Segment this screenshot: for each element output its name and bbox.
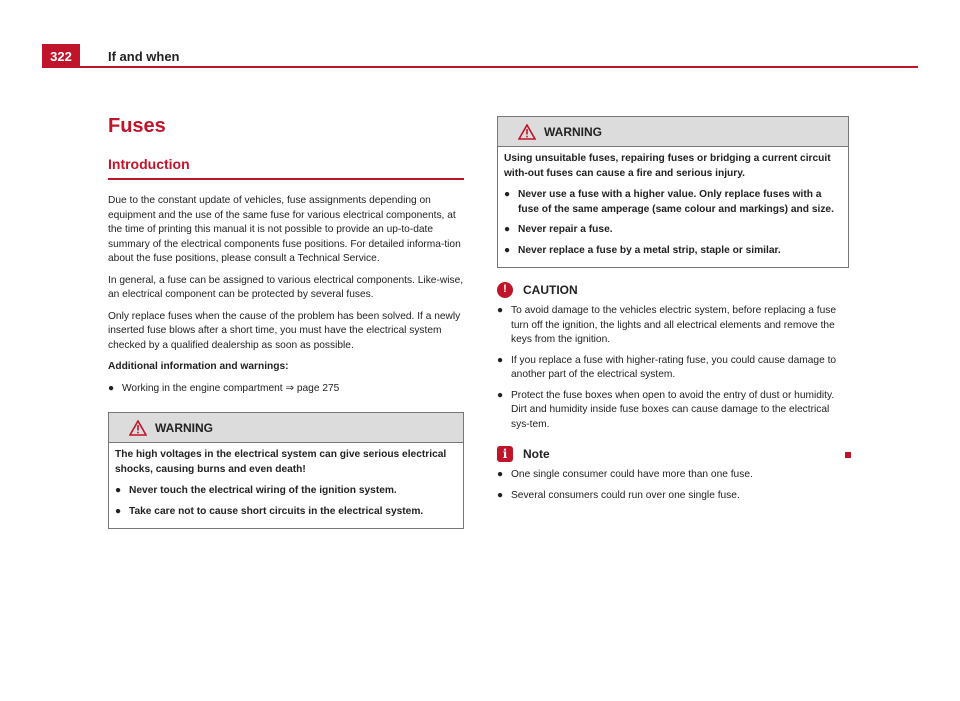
list-item <box>115 505 457 520</box>
list-item <box>497 468 849 483</box>
list-item <box>108 382 464 397</box>
warning-title: WARNING <box>544 124 602 139</box>
paragraph: In general, a fuse can be assigned to various electrical components. Like-wise, an electrical component can be protected by several fuses. <box>108 274 464 300</box>
bullet-icon: ● <box>115 485 122 496</box>
note-header <box>497 446 849 462</box>
warning-triangle-icon <box>129 420 147 436</box>
left-column <box>108 112 464 529</box>
warning-body <box>109 443 463 528</box>
bullet-icon: ● <box>108 382 115 394</box>
bullet-icon: ● <box>497 354 504 366</box>
list-item <box>497 304 849 348</box>
list-item-text: Protect the fuse boxes when open to avoid the entry of dust or humidity. Dirt and humidity inside fuse boxes can cause damage to the electrical sys-tem. <box>511 389 835 430</box>
section-end-marker <box>845 452 851 458</box>
list-item-text: Take care not to cause short circuits in the electrical system. <box>129 505 424 517</box>
paragraph: Due to the constant update of vehicles, fuse assignments depending on equipment and the use of the same fuse for various electrical components, at the time of printing this manual it is not possible to provide an up-to-date summary of the electrical components fuse positions. For detailed informa-tion about the fuse positions, please consult a Technical Service. <box>108 195 461 264</box>
section-title: Fuses <box>108 115 166 137</box>
list-item <box>497 389 849 433</box>
list-item <box>504 223 842 238</box>
list-item <box>115 484 457 499</box>
bullet-icon: ● <box>504 224 511 235</box>
right-column <box>497 116 849 509</box>
bullet-icon: ● <box>504 189 511 200</box>
chapter-title: If and when <box>108 49 180 64</box>
list-item-text: Never touch the electrical wiring of the ignition system. <box>129 485 397 496</box>
warning-box <box>108 412 464 529</box>
warning-body <box>498 147 848 267</box>
warning-header <box>498 117 848 147</box>
bullet-icon: ● <box>497 305 504 316</box>
header-rule <box>42 66 918 68</box>
bullet-icon: ● <box>115 505 122 517</box>
bullet-icon: ● <box>504 244 511 256</box>
paragraph: Only replace fuses when the cause of the problem has been solved. If a newly inserted fuse blows after a short time, you must have the electrical system checked by a qualified dealership as soon as possible. <box>108 310 461 351</box>
note-title: Note <box>523 447 550 461</box>
list-item-text: Never replace a fuse by a metal strip, staple or similar. <box>518 244 781 256</box>
list-item-text: Several consumers could run over one single fuse. <box>511 489 740 501</box>
list-item-text: Never use a fuse with a higher value. Only replace fuses with a fuse of the same amperage (same colour and markings) and size. <box>518 189 834 215</box>
caution-title: CAUTION <box>523 283 578 297</box>
list-item <box>504 188 842 217</box>
warning-title: WARNING <box>155 420 213 435</box>
warning-intro: The high voltages in the electrical system can give serious electrical shocks, causing burns and even death! <box>115 449 447 475</box>
cross-reference-link[interactable]: Working in the engine compartment ⇒ page 275 <box>122 382 340 394</box>
list-item-text: One single consumer could have more than one fuse. <box>511 469 753 480</box>
warning-triangle-icon <box>518 124 536 140</box>
bullet-icon: ● <box>497 469 504 480</box>
additional-heading: Additional information and warnings: <box>108 361 289 372</box>
bullet-icon: ● <box>497 389 504 401</box>
list-item <box>504 244 842 259</box>
section-subtitle: Introduction <box>108 156 190 172</box>
info-icon: i <box>497 446 513 462</box>
warning-header <box>109 413 463 443</box>
bullet-icon: ● <box>497 489 504 501</box>
subtitle-rule <box>108 178 464 180</box>
list-item-text: To avoid damage to the vehicles electric system, before replacing a fuse turn off the ignition, the lights and all electrical elements and remove the keys from the ignition. <box>511 305 837 345</box>
warning-box <box>497 116 849 268</box>
page-number: 322 <box>42 44 80 68</box>
page-header <box>42 44 918 68</box>
warning-intro: Using unsuitable fuses, repairing fuses or bridging a current circuit with-out fuses can cause a fire and serious injury. <box>504 153 831 179</box>
caution-header <box>497 282 849 298</box>
list-item <box>497 489 849 504</box>
list-item <box>497 354 849 383</box>
list-item-text: Never repair a fuse. <box>518 224 613 235</box>
caution-exclamation-icon: ! <box>497 282 513 298</box>
list-item-text: If you replace a fuse with higher-rating fuse, you could cause damage to another part of the electrical system. <box>511 354 837 380</box>
